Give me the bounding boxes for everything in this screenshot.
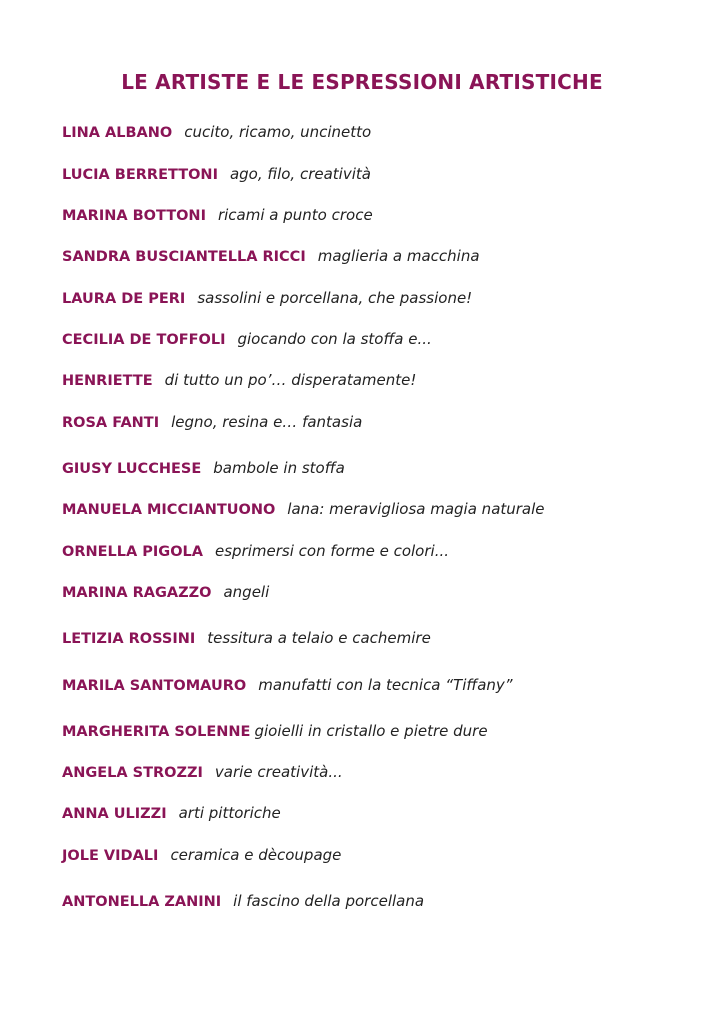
artist-description: manufatti con la tecnica “Tiffany” (258, 676, 513, 694)
artist-name: JOLE VIDALI (62, 848, 159, 864)
artist-description: angeli (223, 583, 270, 601)
artist-description: lana: meravigliosa magia naturale (287, 500, 545, 518)
list-item (62, 370, 416, 391)
list-item (62, 164, 371, 185)
list-item (62, 803, 281, 824)
list-item (62, 329, 432, 350)
artist-name: MANUELA MICCIANTUONO (62, 502, 276, 518)
list-item (62, 122, 371, 143)
artist-name: LUCIA BERRETTONI (62, 167, 218, 183)
artist-description: ceramica e dècoupage (170, 846, 342, 864)
artist-description: tessitura a telaio e cachemire (207, 629, 431, 647)
artist-name: ROSA FANTI (62, 415, 160, 431)
artist-name: HENRIETTE (62, 373, 153, 389)
artist-description: sassolini e porcellana, che passione! (197, 289, 473, 307)
artist-name: MARINA RAGAZZO (62, 585, 212, 601)
artist-name: LAURA DE PERI (62, 291, 186, 307)
artist-name: ANTONELLA ZANINI (62, 894, 222, 910)
artist-name: MARILA SANTOMAURO (62, 678, 247, 694)
artist-name: MARGHERITA SOLENNE (62, 724, 251, 740)
list-item (62, 246, 480, 267)
list-item (62, 891, 424, 912)
list-item (62, 628, 431, 649)
artist-name: ANGELA STROZZI (62, 765, 203, 781)
list-item (62, 412, 362, 433)
list-item (62, 582, 269, 603)
artist-description: esprimersi con forme e colori... (215, 542, 449, 560)
artist-name: CECILIA DE TOFFOLI (62, 332, 226, 348)
list-item (62, 675, 513, 696)
list-item (62, 541, 449, 562)
list-item (62, 499, 545, 520)
artist-description: legno, resina e… fantasia (171, 413, 363, 431)
artist-name: MARINA BOTTONI (62, 208, 206, 224)
list-item (62, 205, 373, 226)
list-item (62, 458, 345, 479)
artist-name: LINA ALBANO (62, 125, 173, 141)
artist-name: GIUSY LUCCHESE (62, 461, 202, 477)
list-item (62, 762, 343, 783)
list-item (62, 845, 341, 866)
artist-name: ORNELLA PIGOLA (62, 544, 203, 560)
list-item (62, 721, 488, 742)
artist-description: arti pittoriche (178, 804, 281, 822)
artist-description: gioielli in cristallo e pietre dure (254, 722, 488, 740)
artist-description: ago, filo, creatività (229, 165, 371, 183)
artist-description: il fascino della porcellana (233, 892, 425, 910)
artist-description: giocando con la stoffa e... (237, 330, 432, 348)
list-item (62, 288, 472, 309)
artist-description: ricami a punto croce (217, 206, 373, 224)
page-title: LE ARTISTE E LE ESPRESSIONI ARTISTICHE (121, 70, 603, 94)
artist-description: cucito, ricamo, uncinetto (184, 123, 372, 141)
artist-name: ANNA ULIZZI (62, 806, 167, 822)
artist-description: maglieria a macchina (317, 247, 480, 265)
artist-description: bambole in stoffa (213, 459, 345, 477)
artist-name: SANDRA BUSCIANTELLA RICCI (62, 249, 306, 265)
artist-description: varie creatività... (214, 763, 343, 781)
artist-name: LETIZIA ROSSINI (62, 631, 196, 647)
artist-description: di tutto un po’… disperatamente! (164, 371, 417, 389)
